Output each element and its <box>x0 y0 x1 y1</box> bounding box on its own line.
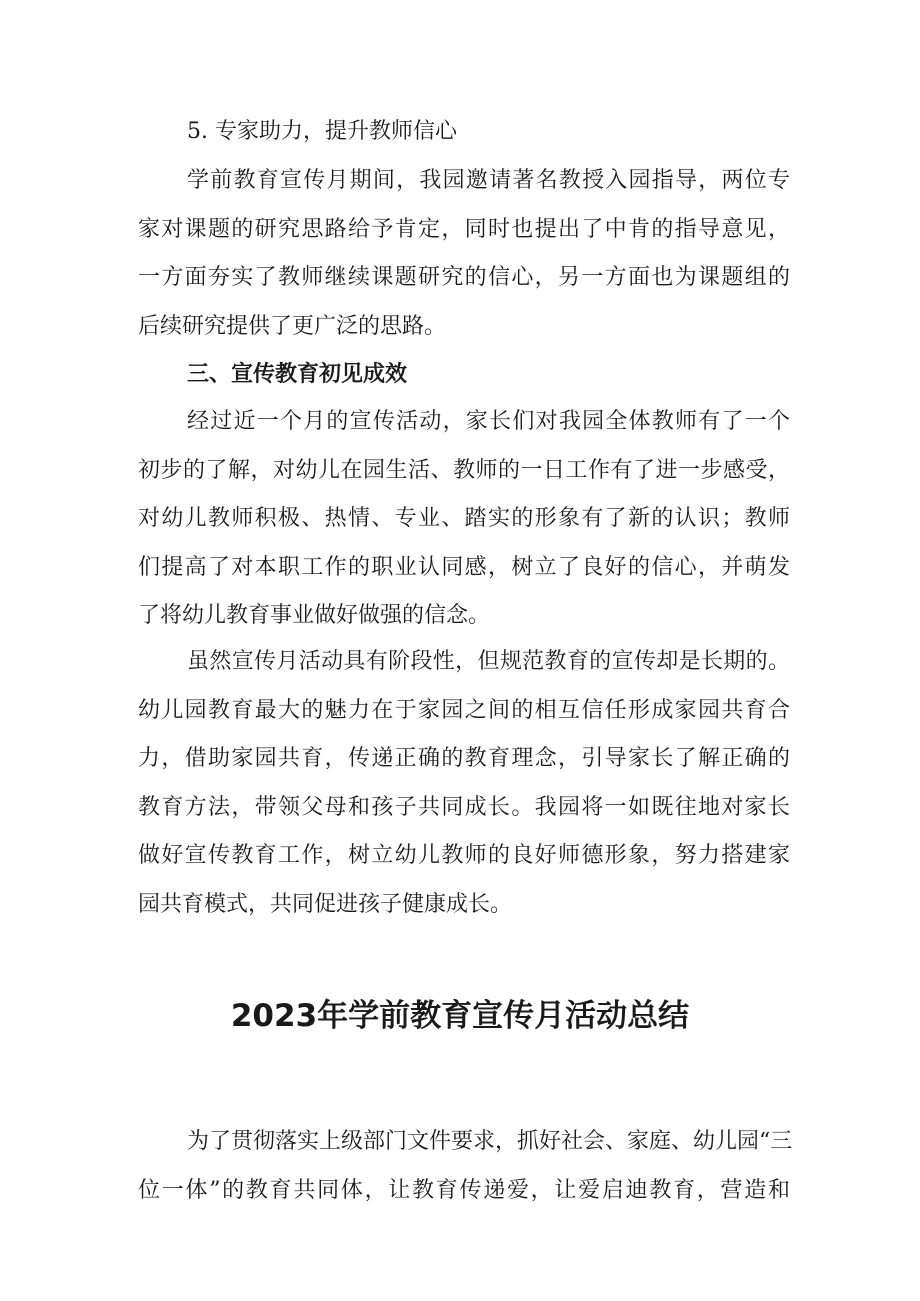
paragraph-line: 经过近一个月的宣传活动，家长们对我园全体教师有了一个 <box>187 409 790 434</box>
subsection-heading <box>138 108 790 157</box>
paragraph-line: 园共育模式，共同促进孩子健康成长。 <box>138 891 513 917</box>
paragraph-line: 后续研究提供了更广泛的思路。 <box>138 313 447 339</box>
paragraph-line: 们提高了对本职工作的职业认同感，树立了良好的信心，并萌发 <box>138 554 790 580</box>
paragraph-line: 学前教育宣传月期间，我园邀请著名教授入园指导，两位专 <box>187 168 790 193</box>
paragraph-initial-results <box>138 398 790 641</box>
paragraph-line: 对幼儿教师积极、热情、专业、踏实的形象有了新的认识；教师 <box>138 506 790 531</box>
paragraph-line: 家对课题的研究思路给予肯定，同时也提出了中肯的指导意见， <box>138 216 790 242</box>
paragraph-line: 初步的了解，对幼儿在园生活、教师的一日工作有了进一步感受， <box>138 457 790 483</box>
paragraph-line: 教育方法，带领父母和孩子共同成长。我园将一如既往地对家长 <box>138 794 790 820</box>
subsection-heading-text: 5. 专家助力，提升教师信心 <box>187 119 457 144</box>
paragraph-intro <box>138 1118 793 1215</box>
paragraph-line: 为了贯彻落实上级部门文件要求，抓好社会、家庭、幼儿园“三 <box>187 1129 793 1154</box>
document-title: 2023年学前教育宣传月活动总结 <box>230 998 690 1034</box>
paragraph-line: 了将幼儿教育事业做好做强的信念。 <box>138 603 491 628</box>
section-heading: 三、宣传教育初见成效 <box>187 362 408 387</box>
paragraph-line: 位一体”的教育共同体，让教育传递爱，让爱启迪教育，营造和 <box>138 1177 790 1203</box>
paragraph-line: 力，借助家园共育，传递正确的教育理念，引导家长了解正确的 <box>138 746 790 771</box>
paragraph-long-term <box>138 638 790 929</box>
paragraph-line: 一方面夯实了教师继续课题研究的信心，另一方面也为课题组的 <box>138 265 790 290</box>
paragraph-line: 幼儿园教育最大的魅力在于家园之间的相互信任形成家园共育合 <box>138 697 790 723</box>
paragraph-line: 做好宣传教育工作，树立幼儿教师的良好师德形象，努力搭建家 <box>138 843 790 868</box>
paragraph-expert-support <box>138 157 790 351</box>
paragraph-line: 虽然宣传月活动具有阶段性，但规范教育的宣传却是长期的。 <box>187 649 790 674</box>
